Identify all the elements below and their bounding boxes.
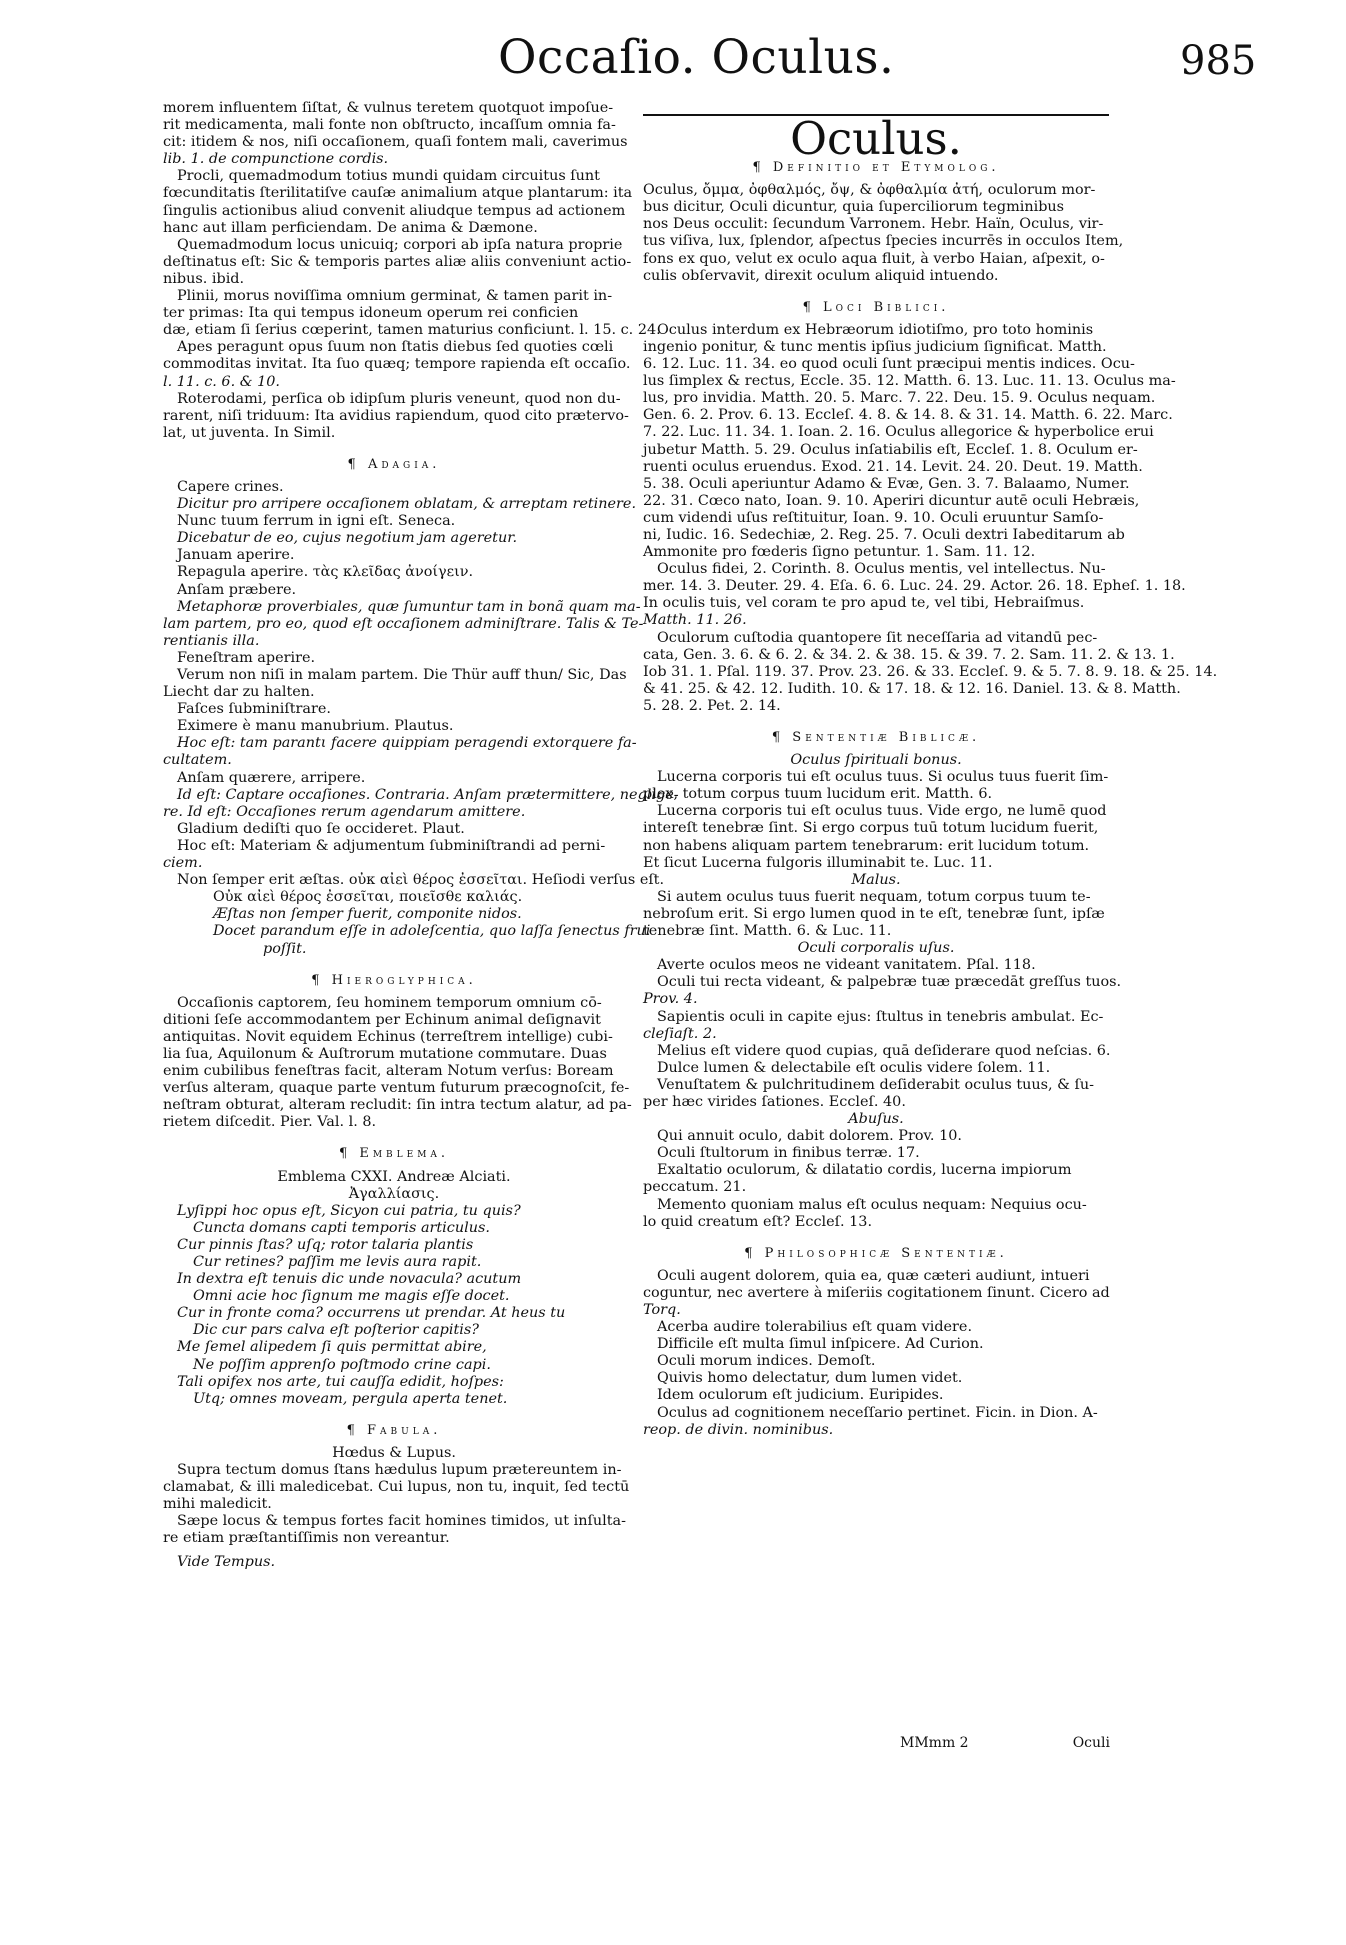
text-line: mer. 14. 3. Deuter. 29. 4. Eſa. 6. 6. Luc. 24. 29. Actor. 26. 18. Epheſ. 1. 18. [643,578,1186,595]
text-line: ingenio ponitur, & tunc mentis ipſius judicium ſignificat. Matth. [643,338,1107,355]
text-line: Oculi ſtultorum in finibus terræ. 17. [657,1145,920,1162]
entry-title: Oculus. [790,112,962,165]
text-line: Occaſionis captorem, ſeu hominem temporum omnium cō- [177,994,602,1011]
text-line: Averte oculos meos ne videant vanitatem. Pſal. 118. [657,957,1036,974]
text-line: Januam aperire. [177,547,295,564]
text-line: verſus alteram, quaque parte ventum futurum præcognoſcit, fe- [163,1080,630,1097]
text-line: Oculi corporalis uſus. [797,940,955,957]
text-line: nibus. ibid. [163,270,245,287]
text-line: nos Deus occulit: ſecundum Varronem. Hebr. Haïn, Oculus, vir- [643,216,1104,233]
text-line: Verum non niſi in malam partem. Die Thür auff thun/ Sic, Das [177,667,627,683]
text-line: Quivis homo delectatur, dum lumen videt. [657,1370,963,1387]
text-line: Lucerna corporis tui eſt oculus tuus. Vide ergo, ne lumē quod [657,803,1107,820]
text-line: In dextra eſt tenuis dic unde novacula? acutum [177,1271,522,1288]
section-heading: ¶ Adagia. [347,456,441,472]
text-line: Venuſtatem & pulchritudinem deſiderabit oculus tuus, & ſu- [657,1076,1095,1093]
section-heading: ¶ Hieroglyphica. [311,972,477,988]
text-line: poſſit. [263,940,307,957]
text-line: Quemadmodum locus unicuiq; corpori ab ipſa natura proprie [177,236,623,253]
text-line: peccatum. 21. [643,1179,747,1196]
text-line: ter primas: Ita qui tempus idoneum operum rei conficien [163,305,579,322]
text-line: 22. 31. Cœco nato, Ioan. 9. 10. Aperiri dicuntur autē oculi Hebræis, [643,492,1140,509]
text-line: tenebræ ſint. Matth. 6. & Luc. 11. [643,923,892,940]
text-line: l. 11. c. 6. & 10. [163,373,280,390]
text-line: lo quid creatum eſt? Eccleſ. 13. [643,1213,873,1230]
text-line: Capere crines. [177,478,284,495]
text-line: antiquitas. Novit equidem Echinus (terreſtrem intellige) cubi- [163,1028,613,1045]
text-line: Dic cur pars calva eſt poſterior capitis? [193,1322,479,1339]
section-heading: ¶ Emblema. [338,1146,450,1162]
text-line: rentianis illa. [163,632,260,649]
text-line: Torq. [643,1302,681,1318]
text-line: Emblema CXXI. Andreæ Alciati. [277,1168,511,1185]
text-line: lam partem, pro eo, quod eſt occaſionem adminiſtrare. Talis & Te- [163,615,644,632]
text-line: 5. 38. Oculi aperiuntur Adamo & Evæ, Gen. 3. 7. Balaamo, Numer. [643,475,1130,492]
text-line: lia ſua, Aquilonum & Auſtrorum mutatione commutare. Duas [163,1045,607,1062]
text-line: lus ſimplex & rectus, Eccle. 35. 12. Matth. 6. 13. Luc. 11. 13. Oculus ma- [643,373,1176,390]
text-line: cultatem. [163,752,232,769]
text-line: Apes peragunt opus ſuum non ſtatis diebus ſed quoties cœli [177,339,614,356]
right-column-text [643,159,1218,1439]
running-head: Occaſio. Oculus. [498,30,895,85]
text-line: enim cubilibus feneſtras facit, alteram Notum verſus: Boream [163,1063,614,1080]
text-line: coguntur, nec avertere à miſeriis cogitationem ſinunt. Cicero ad [643,1284,1110,1301]
text-line: Roterodami, perſica ob idipſum pluris veneunt, quod non du- [177,390,621,407]
text-line: Æſtas non ſemper fuerit, componite nidos. [213,906,522,923]
text-line: lus, pro invidia. Matth. 20. 5. Marc. 7. 22. Deu. 15. 9. Oculus nequam. [643,390,1156,407]
text-line: cit: itidem & nos, niſi occaſionem, quaſi fontem mali, caverimus [163,134,628,151]
text-line: Idem oculorum eſt judicium. Euripides. [657,1387,944,1404]
right-column [643,112,1218,1439]
text-line: Anſam præbere. [177,581,297,598]
text-line: Iob 31. 1. Pſal. 119. 37. Prov. 23. 26. & 33. Eccleſ. 9. & 5. 7. 8. 9. 18. & 25. 14. [643,663,1218,680]
text-line: rietem diſcedit. Pier. Val. l. 8. [163,1114,377,1131]
section-heading: ¶ Sententiæ Biblicæ. [771,730,981,745]
text-line: Qui annuit oculo, dabit dolorem. Prov. 10. [657,1128,962,1145]
text-line: Si autem oculus tuus fuerit nequam, totum corpus tuum te- [657,888,1091,905]
text-line: per hæc virides ſationes. Eccleſ. 40. [643,1093,906,1110]
text-line: neſtram obturat, alteram recludit: ſin intra tectum alatur, ad pa- [163,1097,632,1114]
text-line: Οὐκ αἰεὶ θέρος ἐσσεῖται, ποιεῖσθε καλιάς. [213,889,523,906]
text-line: Faſces ſubminiſtrare. [177,701,331,718]
text-line: Me ſemel alipedem ſi quis permittat abire, [177,1339,487,1356]
text-line: Id eſt: Captare occaſiones. Contraria. Anſam prætermittere, neglige- [177,786,679,803]
text-line: Cur pinnis ſtas? uſq; rotor talaria plantis [177,1236,474,1253]
text-line: Malus. [851,871,901,888]
text-line: Tali opifex nos arte, tui cauſſa edidit, hoſpes: [177,1373,504,1390]
text-line: dæ, etiam ſi ſerius cœperint, tamen maturius conficiunt. l. 15. c. 24. [163,322,661,339]
catchword: Oculi [1072,1735,1110,1751]
text-line: ruenti oculus eruendus. Exod. 21. 14. Levit. 24. 20. Deut. 19. Matth. [643,458,1143,475]
text-line: Sapientis oculi in capite ejus: ſtultus in tenebris ambulat. Ec- [657,1008,1104,1025]
text-line: deſtinatus eſt: Sic & temporis partes aliæ aliis conveniunt actio- [163,253,632,270]
text-line: jubetur Matth. 5. 29. Oculus inſatiabilis eſt, Eccleſ. 1. 8. Oculum er- [643,441,1138,458]
text-line: Prov. 4. [643,991,698,1008]
section-heading: ¶ Loci Biblici. [802,299,950,315]
text-line: Dicebatur de eo, cujus negotium jam ageretur. [177,530,518,547]
text-line: mihi maledicit. [163,1496,272,1513]
text-line: cleſiaſt. 2. [643,1025,717,1042]
text-line: Cuncta domans capti temporis articulus. [193,1219,490,1236]
text-line: bus dicitur, Oculi dicuntur, quia ſuperciliorum tegminibus [643,199,1065,216]
text-line: ſingulis actionibus aliud convenit aliudque tempus ad actionem [163,202,626,219]
text-line: Liecht dar zu halten. [163,684,315,701]
text-line: Oculus ad cognitionem neceſſario pertinet. Ficin. in Dion. A- [657,1404,1098,1421]
text-line: Procli, quemadmodum totius mundi quidam circuitus ſunt [177,168,600,185]
text-line: Vide Tempus. [177,1553,276,1570]
spacer [163,1131,625,1137]
text-line: Eximere è manu manubrium. Plautus. [177,718,454,735]
text-line: commoditas invitat. Ita ſuo quæq; tempore rapienda eſt occaſio. [163,356,631,373]
text-line: Supra tectum domus ſtans hædulus lupum prætereuntem in- [177,1462,622,1479]
text-line: Anſam quærere, arripere. [177,769,366,786]
text-line: Memento quoniam malus eſt oculus nequam: Nequius ocu- [657,1196,1087,1213]
text-line: plex, totum corpus tuum lucidum erit. Matth. 6. [643,786,993,803]
text-line: Ne poſſim apprenſo poſtmodo crine capi. [193,1356,491,1373]
section-heading: ¶ Philoſophicæ Sententiæ. [744,1245,1008,1261]
text-line: Sæpe locus & tempus fortes facit homines timidos, ut inſulta- [177,1513,626,1530]
text-line: hanc aut illam perficiendam. De anima & Dæmone. [163,219,538,236]
page-number: 985 [1180,38,1257,84]
signature-mark: MMmm 2 [900,1735,969,1751]
text-line: Ἀγαλλίασις. [348,1185,440,1202]
text-line: Oculus, ὄμμα, ὀφθαλμός, ὄψ, & ὀφθαλμία ἀτή, oculorum mor- [643,182,1096,199]
text-line: Oculi tui recta videant, & palpebræ tuæ præcedāt greſſus tuos. [657,974,1122,991]
text-line: Gladium dediſti quo ſe occideret. Plaut. [177,820,465,837]
text-line: lib. 1. de compunctione cordis. [163,151,389,168]
text-line: cata, Gen. 3. 6. & 6. 2. & 34. 2. & 38. 15. & 39. 7. 2. Sam. 11. 2. & 13. 1. [643,646,1175,663]
spacer [643,715,1109,721]
section-heading: ¶ Definitio et Etymolog. [752,160,1000,176]
text-line: Oculus fidei, 2. Corinth. 8. Oculus mentis, vel intellectus. Nu- [657,561,1106,578]
text-line: Cur in fronte coma? occurrens ut prendar. At heus tu [177,1305,566,1322]
text-line: culis obſervavit, direxit oculum aliquid intuendo. [643,267,999,284]
text-line: & 41. 25. & 42. 12. Iudith. 10. & 17. 18. & 12. 16. Daniel. 13. & 8. Matth. [643,680,1181,697]
text-line: Oculi morum indices. Demoſt. [657,1353,876,1370]
text-line: intereſt tenebræ ſint. Si ergo corpus tuū totum lucidum fuerit, [643,820,1099,837]
text-line: tus viſiva, lux, ſplendor, aſpectus ſpecies incurrēs in occulos Item, [643,233,1124,250]
text-line: nebroſum erit. Si ergo lumen quod in te eſt, tenebræ ſunt, ipſæ [643,905,1105,922]
text-line: Et ſicut Lucerna fulgoris illuminabit te. Luc. 11. [643,854,993,871]
text-line: 6. 12. Luc. 11. 34. eo quod oculi ſunt præcipui mentis indices. Ocu- [643,356,1135,373]
text-line: Abuſus. [848,1111,904,1128]
text-line: In oculis tuis, vel coram te pro apud te, vel tibi, Hebraiſmus. [643,595,1085,612]
text-line: morem influentem ſiſtat, & vulnus teretem quotquot impoſue- [163,100,614,116]
text-line: Hoc eſt: Materiam & adjumentum ſubminiſtrandi ad perni- [177,837,606,854]
text-line: Oculus interdum ex Hebræorum idiotiſmo, pro toto hominis [657,321,1094,338]
text-line: Nunc tuum ferrum in igni eſt. Seneca. [177,513,456,530]
text-line: clamabat, & illi maledicebat. Cui lupus, non tu, inquit, ſed tectū [163,1479,630,1496]
text-line: Feneſtram aperire. [177,649,316,666]
text-line: Exaltatio oculorum, & dilatatio cordis, lucerna impiorum [657,1162,1072,1179]
text-line: Omni acie hoc ſignum me magis eſſe docet. [193,1288,510,1305]
text-line: Utq; omnes moveam, pergula aperta tenet. [193,1390,508,1407]
text-line: Oculorum cuſtodia quantopere ſit neceſſaria ad vitandū pec- [657,629,1098,646]
text-line: Dicitur pro arripere occaſionem oblatam, & arreptam retinere. [177,496,637,513]
text-line: Lucerna corporis tui eſt oculus tuus. Si oculus tuus fuerit ſim- [657,769,1109,786]
text-line: non habens aliquam partem tenebrarum: erit lucidum totum. [643,837,1090,854]
text-line: Ammonite pro fœderis ſigno petuntur. 1. Sam. 11. 12. [643,544,1036,561]
text-line: reop. de divin. nominibus. [643,1421,834,1438]
spacer [643,1231,1109,1237]
text-line: Melius eſt videre quod cupias, quā deſiderare quod neſcias. 6. [657,1042,1111,1059]
spacer [163,958,625,964]
text-line: Dulce lumen & delectabile eſt oculis videre ſolem. 11. [657,1059,1051,1076]
text-line: Hœdus & Lupus. [332,1444,456,1461]
text-line: Repagula aperire. τὰς κλεῖδας ἀνοίγειν. [177,564,474,581]
text-line: ni, Iudic. 16. Sedechiæ, 2. Reg. 25. 7. Oculi dextri Iabeditarum ab [643,526,1125,543]
text-line: Metaphoræ proverbiales, quæ ſumuntur tam in bonã quam ma- [177,598,641,615]
text-line: cum videndi uſus reſtituitur, Ioan. 9. 10. Oculi eruuntur Samſo- [643,509,1104,526]
spacer [643,285,1109,291]
text-line: 5. 28. 2. Pet. 2. 14. [643,697,781,714]
spacer [163,1408,625,1414]
text-line: lat, ut juventa. In Simil. [163,424,336,441]
text-line: Difficile eſt multa ſimul inſpicere. Ad Curion. [657,1336,984,1353]
text-line: Docet parandum eſſe in adoleſcentia, quo laſſa ſenectus frui [213,923,651,940]
text-line: Oculi augent dolorem, quia ea, quæ cæteri audiunt, intueri [657,1267,1090,1284]
text-line: re etiam præſtantiſſimis non vereantur. [163,1530,450,1547]
text-line: Non ſemper erit æſtas. οὐκ αἰεὶ θέρος ἐσσεῖται. Heſiodi verſus eſt. [177,872,665,889]
text-line: fœcunditatis ſterilitatiſve cauſæ animalium atque plantarum: ita [163,185,633,202]
text-line: ciem. [163,855,203,872]
text-line: rarent, niſi triduum: Ita avidius rapiendum, quod cito prætervo- [163,407,629,424]
text-line: Gen. 6. 2. Prov. 6. 13. Eccleſ. 4. 8. & 14. 8. & 31. 14. Matth. 6. 22. Marc. [643,407,1173,424]
text-line: Plinii, morus noviſſima omnium germinat, & tamen parit in- [177,288,613,305]
text-line: 7. 22. Luc. 11. 34. 1. Ioan. 2. 16. Oculus allegorice & hyperbolice erui [643,424,1154,441]
spacer [163,442,625,448]
text-line: fons ex quo, velut ex oculo aqua fluit, à verbo Haian, aſpexit, o- [643,250,1105,267]
text-line: Cur retines? paſſim me levis aura rapit. [193,1254,482,1270]
text-line: Matth. 11. 26. [643,612,747,629]
text-line: rit medicamenta, mali fonte non obſtructo, incaſſum omnia fa- [163,117,616,134]
text-line: Acerba audire tolerabilius eſt quam videre. [657,1319,973,1336]
section-heading: ¶ Fabula. [346,1422,442,1438]
text-line: ditioni ſeſe accommodantem per Echinum animal deſignavit [163,1011,601,1028]
text-line: Hoc eſt: tam parantι facere quippiam peragendi extorquere fa- [177,735,637,752]
text-line: re. Id eſt: Occaſiones rerum agendarum amittere. [163,803,526,820]
text-line: Lyſippi hoc opus eſt, Sicyon cui patria, tu quis? [177,1202,521,1219]
text-line: Oculus ſpirituali bonus. [790,752,962,769]
